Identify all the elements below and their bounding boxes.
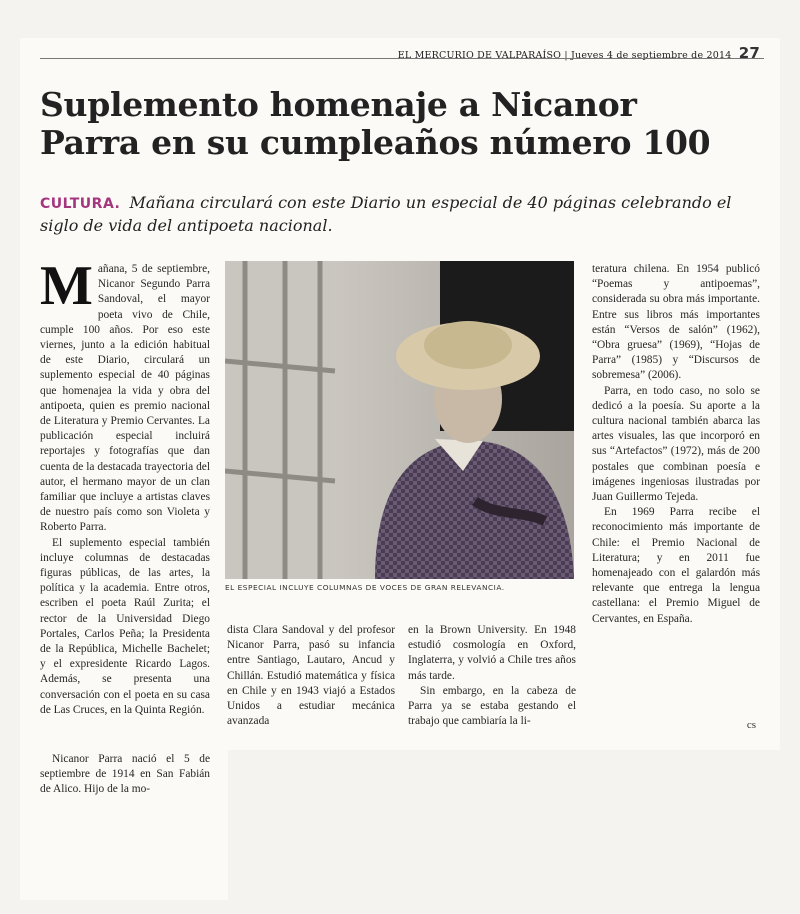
lead-text: Mañana circulará con este Diario un especial de 40 páginas celebrando el siglo de vida del antipoeta nacional. bbox=[40, 193, 732, 235]
headline: Suplemento homenaje a Nicanor Parra en su cumpleaños número 100 bbox=[40, 85, 711, 162]
paragraph: Nicanor Parra nació el 5 de septiembre de 1914 en San Fabián de Alico. Hijo de la mo- bbox=[40, 753, 210, 796]
article-column-3 bbox=[408, 623, 576, 729]
header-separator: | bbox=[564, 50, 572, 61]
paragraph-text: añana, 5 de septiembre, Nicanor Segundo Parra Sandoval, el mayor poeta vivo de Chile, cumple 100 años. Por eso este viernes, junto a la edición habitual de este Diario, circulará un suplemento especial de 40 páginas que homenajea la vida y obra del antipoeta, quien es premio nacional de Literatura y Premio Cervantes. La publicación especial incluirá reportajes y fotografías que dan cuenta de la destacada trayectoria del autor, el hermano mayor de un clan familiar que incluye a artistas claves de nuestro país como son Violeta y Roberto Parra. bbox=[40, 263, 210, 534]
lead-paragraph bbox=[40, 192, 760, 236]
paragraph: En 1969 Parra recibe el reconocimiento más importante de Chile: el Premio Nacional de Literatura; y en 2011 fue homenajeado con el galardón más relevante que entrega la lengua castellana: el Premio Miguel de Cervantes, en España. bbox=[592, 506, 760, 625]
paragraph bbox=[40, 255, 210, 536]
section-kicker: CULTURA. bbox=[40, 196, 121, 212]
issue-date: Jueves 4 de septiembre de 2014 bbox=[571, 50, 732, 61]
paragraph: teratura chilena. En 1954 publicó “Poemas y antipoemas”, considerada su obra más importante. Entre sus libros más importantes están “Versos de salón” (1962), “Obra gruesa” (1969), “Hojas de Parra” (1985) y “Discursos de sobremesa” (2006). bbox=[592, 263, 760, 382]
portrait-illustration bbox=[225, 261, 574, 579]
drop-cap: M bbox=[40, 255, 93, 317]
header-rule bbox=[40, 58, 764, 59]
paragraph: dista Clara Sandoval y del profesor Nicanor Parra, pasó su infancia entre Santiago, Lautaro, Ancud y Chillán. Estudió matemática y física en Chile y en 1943 viajó a Estados Unidos a estudiar mecánica avanzada bbox=[227, 624, 395, 728]
paragraph: Parra, en todo caso, no solo se dedicó a la poesía. Su aporte a la cultura nacional también abarca las artes visuales, las que incorporó en sus “Artefactos” (1972), más de 200 postales que combinan poesía e imágenes ingeniosas ilustradas por Juan Guillermo Tejeda. bbox=[592, 384, 760, 504]
article-column-2 bbox=[227, 623, 395, 729]
paragraph: El suplemento especial también incluye columnas de destacadas figuras públicas, de las artes, la política y la academia. Entre otros, escriben el poeta Raúl Zurita; el rector de la Universidad Diego Portales, Carlos Peña; la Presidenta de la República, Michelle Bachelet; y el expresidente Ricardo Lagos. Además, se presenta una conversación con el poeta en su casa de Las Cruces, en la Quinta Región. bbox=[40, 536, 210, 716]
article-column-1 bbox=[40, 255, 210, 718]
article-column-1-continued bbox=[40, 752, 210, 798]
paragraph: Sin embargo, en la cabeza de Parra ya se estaba gestando el trabajo que cambiaría la li- bbox=[408, 684, 576, 728]
running-header bbox=[398, 44, 760, 62]
photo-caption: EL ESPECIAL INCLUYE COLUMNAS DE VOCES DE GRAN RELEVANCIA. bbox=[225, 583, 505, 592]
page-number: 27 bbox=[738, 44, 760, 62]
paragraph: en la Brown University. En 1948 estudió cosmología en Oxford, Inglaterra, y volvió a Chile tres años más tarde. bbox=[408, 624, 576, 682]
author-initials: cs bbox=[746, 719, 756, 731]
newspaper-name: EL MERCURIO DE VALPARAÍSO bbox=[397, 50, 562, 61]
article-column-4 bbox=[592, 262, 760, 627]
portrait-photo bbox=[225, 261, 574, 579]
